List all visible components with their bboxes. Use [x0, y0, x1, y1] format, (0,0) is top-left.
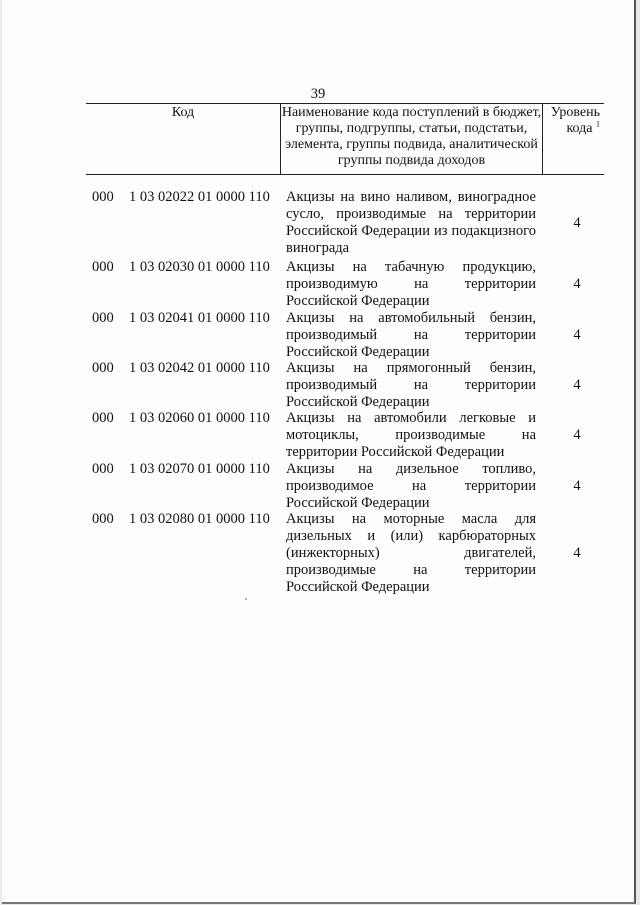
- row-code: 1 03 02080 01 0000 110: [129, 511, 270, 527]
- table-row: [92, 461, 592, 511]
- footnote-marker: 1: [596, 119, 600, 129]
- document-page: [2, 0, 636, 904]
- row-prefix: 000: [92, 511, 114, 527]
- row-level: 4: [573, 276, 581, 292]
- table-header: [86, 103, 604, 175]
- row-code: 1 03 02070 01 0000 110: [129, 461, 270, 477]
- row-level: 4: [573, 545, 581, 561]
- row-prefix: 000: [92, 259, 114, 275]
- row-level: 4: [573, 327, 581, 343]
- row-name: Акцизы на табачную продукцию, производимую на территории Российской Федерации: [286, 259, 536, 309]
- row-code: 1 03 02022 01 0000 110: [129, 189, 270, 205]
- row-level: 4: [573, 377, 581, 393]
- header-name: Наименование кода поступлений в бюджет, группы, подгруппы, статьи, подстатьи, элемента, группы подвида, аналитической группы подвида доходов: [280, 104, 542, 174]
- row-prefix: 000: [92, 360, 114, 376]
- page-number: 39: [310, 86, 326, 102]
- header-level-label: Уровень кода: [550, 105, 600, 136]
- table-row: [92, 410, 592, 461]
- row-name: Акцизы на прямогонный бензин, производимый на территории Российской Федерации: [286, 360, 536, 410]
- row-code: 1 03 02030 01 0000 110: [129, 259, 270, 275]
- table-row: [92, 511, 592, 597]
- row-prefix: 000: [92, 189, 114, 205]
- header-code: Код: [171, 105, 195, 120]
- row-name: Акцизы на автомобили легковые и мотоциклы, производимые на территории Российской Федерации: [286, 410, 536, 460]
- table-row: [92, 310, 592, 360]
- table-body: [92, 189, 592, 597]
- scan-speck: [245, 598, 247, 600]
- row-level: 4: [573, 215, 581, 231]
- table-row: [92, 259, 592, 310]
- table-row: [92, 189, 592, 259]
- row-code: 1 03 02042 01 0000 110: [129, 360, 270, 376]
- row-code: 1 03 02060 01 0000 110: [129, 410, 270, 426]
- header-level: [542, 104, 604, 174]
- row-prefix: 000: [92, 410, 114, 426]
- row-level: 4: [573, 427, 581, 443]
- row-name: Акцизы на дизельное топливо, производимое на территории Российской Федерации: [286, 461, 536, 511]
- row-prefix: 000: [92, 461, 114, 477]
- row-code: 1 03 02041 01 0000 110: [129, 310, 270, 326]
- table-row: [92, 360, 592, 410]
- row-name: Акцизы на вино наливом, виноградное сусло, производимые на территории Российской Федерации из подакцизного винограда: [286, 189, 536, 256]
- row-level: 4: [573, 478, 581, 494]
- row-name: Акцизы на моторные масла для дизельных и (или) карбюраторных (инжекторных) двигателей, производимые на территории Российской Федерации: [286, 511, 536, 595]
- row-name: Акцизы на автомобильный бензин, производимый на территории Российской Федерации: [286, 310, 536, 360]
- row-prefix: 000: [92, 310, 114, 326]
